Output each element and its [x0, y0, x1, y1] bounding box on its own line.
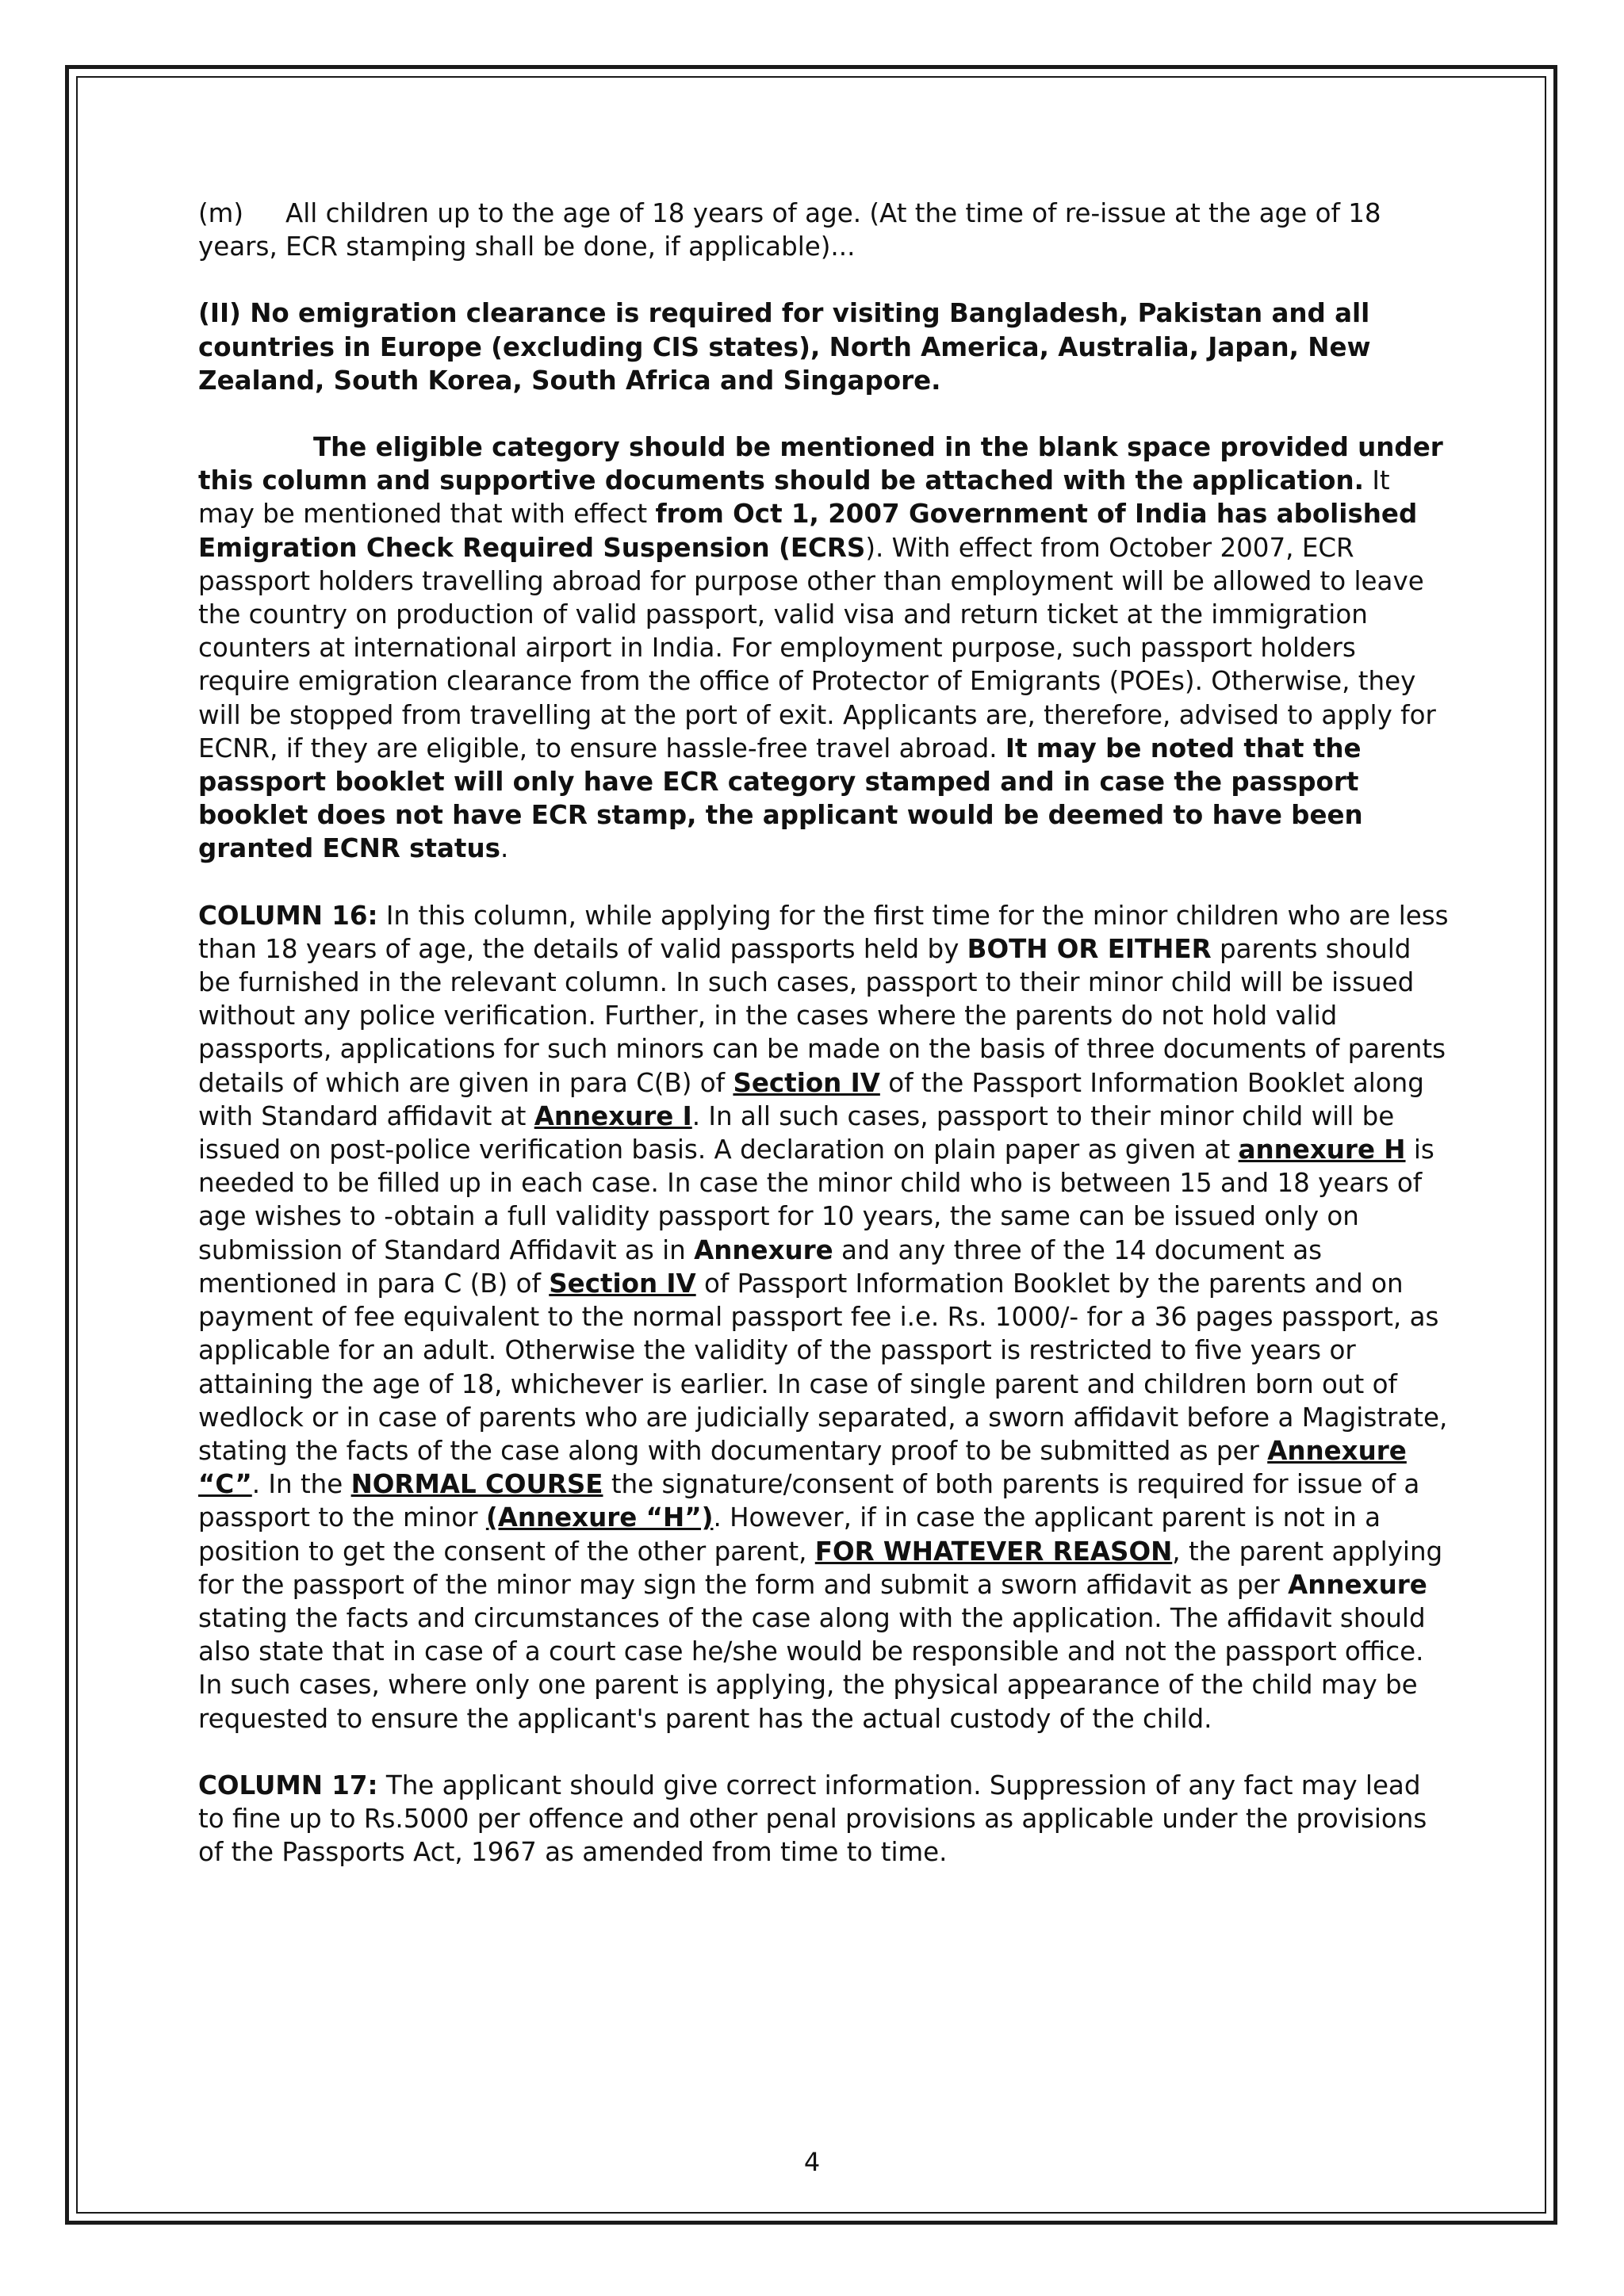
eligible-bold-1: The eligible category should be mentioned in the blank space provided under this column and supportive documents should be attached with the application. [198, 432, 1443, 496]
annexure-c-reference: Annexure “C” [198, 1435, 1407, 1500]
column-17-text: The applicant should give correct information. Suppression of any fact may lead to fine up to Rs.5000 per offence and other penal provisions as applicable under the provisions of the Passports Act, 1967 as amended from time to time. [198, 1770, 1427, 1868]
column-17-heading: COLUMN 17: [198, 1770, 378, 1800]
eligible-bold-3: It may be noted that the passport booklet will only have ECR category stamped and in case the passport booklet does not have ECR stamp, the applicant would be deemed to have been granted ECNR status [198, 733, 1363, 864]
eligible-text-3: . [500, 833, 509, 864]
column-17-paragraph [198, 1769, 1451, 1869]
document-body [198, 197, 1451, 1902]
eligible-text-2: ). With effect from October 2007, ECR passport holders travelling abroad for purpose other than employment will be allowed to leave the country on production of valid passport, valid visa and return ticket at the immigration counters at international airport in India. For employment purpose, such passport holders require emigration clearance from the office of Protector of Emigrants (POEs). Otherwise, they will be stopped from travelling at the port of exit. Applicants are, therefore, advised to apply for ECNR, if they are eligible, to ensure hassle-free travel abroad. [198, 532, 1436, 763]
eligible-bold-2: from Oct 1, 2007 Government of India has abolished Emigration Check Required Suspension (ECRS [198, 499, 1418, 563]
column-16-text: In this column, while applying for the first time for the minor children who are less than 18 years of age, the details of valid passports held by [198, 900, 1449, 964]
item-m-label: (m) [198, 198, 244, 228]
annexure-bold: Annexure [1288, 1569, 1427, 1600]
column-16-text: . In the [251, 1469, 351, 1500]
annexure-i-reference: Annexure I [534, 1100, 692, 1131]
column-16-text: and any three of the 14 document as mentioned in para C (B) of [198, 1234, 1323, 1299]
section-iv-reference: Section IV [733, 1067, 880, 1098]
column-16-text: the signature/consent of both parents is required for issue of a passport to the minor [198, 1469, 1420, 1533]
item-ii-text: (II) No emigration clearance is required for visiting Bangladesh, Pakistan and all countries in Europe (excluding CIS states), North America, Australia, Japan, New Zealand, South Korea, South Africa and Singapore. [198, 298, 1371, 396]
column-16-text: . However, if in case the applicant parent is not in a position to get the consent of the other parent, [198, 1502, 1381, 1567]
column-16-bold: BOTH OR EITHER [967, 933, 1212, 964]
item-m-paragraph [198, 197, 1451, 263]
annexure-h-reference: (Annexure “H”) [485, 1502, 714, 1533]
annexure-bold: Annexure [694, 1234, 833, 1265]
whatever-reason-emphasis: FOR WHATEVER REASON [814, 1536, 1173, 1567]
item-m-text: All children up to the age of 18 years of age. (At the time of re-issue at the age of 18 years, ECR stamping shall be done, if applicable)... [198, 198, 1381, 262]
eligible-category-paragraph [198, 430, 1451, 866]
eligible-text-1: It may be mentioned that with effect [198, 465, 1390, 530]
annexure-h-reference: annexure H [1238, 1135, 1406, 1165]
column-16-heading: COLUMN 16: [198, 900, 378, 931]
page-number: 4 [803, 2147, 821, 2177]
item-ii-paragraph [198, 297, 1451, 397]
column-16-text: of the Passport Information Booklet along with Standard affidavit at [198, 1067, 1424, 1131]
column-16-paragraph [198, 899, 1451, 1735]
normal-course-reference: NORMAL COURSE [350, 1469, 603, 1500]
section-iv-reference: Section IV [549, 1268, 696, 1299]
column-16-text: . In all such cases, passport to their minor child will be issued on post-police verification basis. A declaration on plain paper as given at [198, 1100, 1395, 1165]
column-16-text: of Passport Information Booklet by the parents and on payment of fee equivalent to the normal passport fee i.e. Rs. 1000/- for a 36 pages passport, as applicable for an adult. Otherwise the validity of the passport is restricted to five years or attaining the age of 18, whichever is earlier. In case of single parent and children born out of wedlock or in case of parents who are judicially separated, a sworn affidavit before a Magistrate, stating the facts of the case along with documentary proof to be submitted as per [198, 1268, 1448, 1466]
column-16-text: stating the facts and circumstances of the case along with the application. The affidavit should also state that in case of a court case he/she would be responsible and not the passport office. In such cases, where only one parent is applying, the physical appearance of the child may be requested to ensure the applicant's parent has the actual custody of the child. [198, 1602, 1426, 1734]
column-16-text: parents should be furnished in the relevant column. In such cases, passport to their minor child will be issued without any police verification. Further, in the cases where the parents do not hold valid passports, applications for such minors can be made on the basis of three documents of parents details of which are given in para C(B) of [198, 933, 1446, 1098]
column-16-text: , the parent applying for the passport of the minor may sign the form and submit a sworn affidavit as per [198, 1536, 1443, 1600]
column-16-text: is needed to be filled up in each case. In case the minor child who is between 15 and 18 years of age wishes to -obtain a full validity passport for 10 years, the same can be issued only on submission of Standard Affidavit as in [198, 1135, 1434, 1265]
